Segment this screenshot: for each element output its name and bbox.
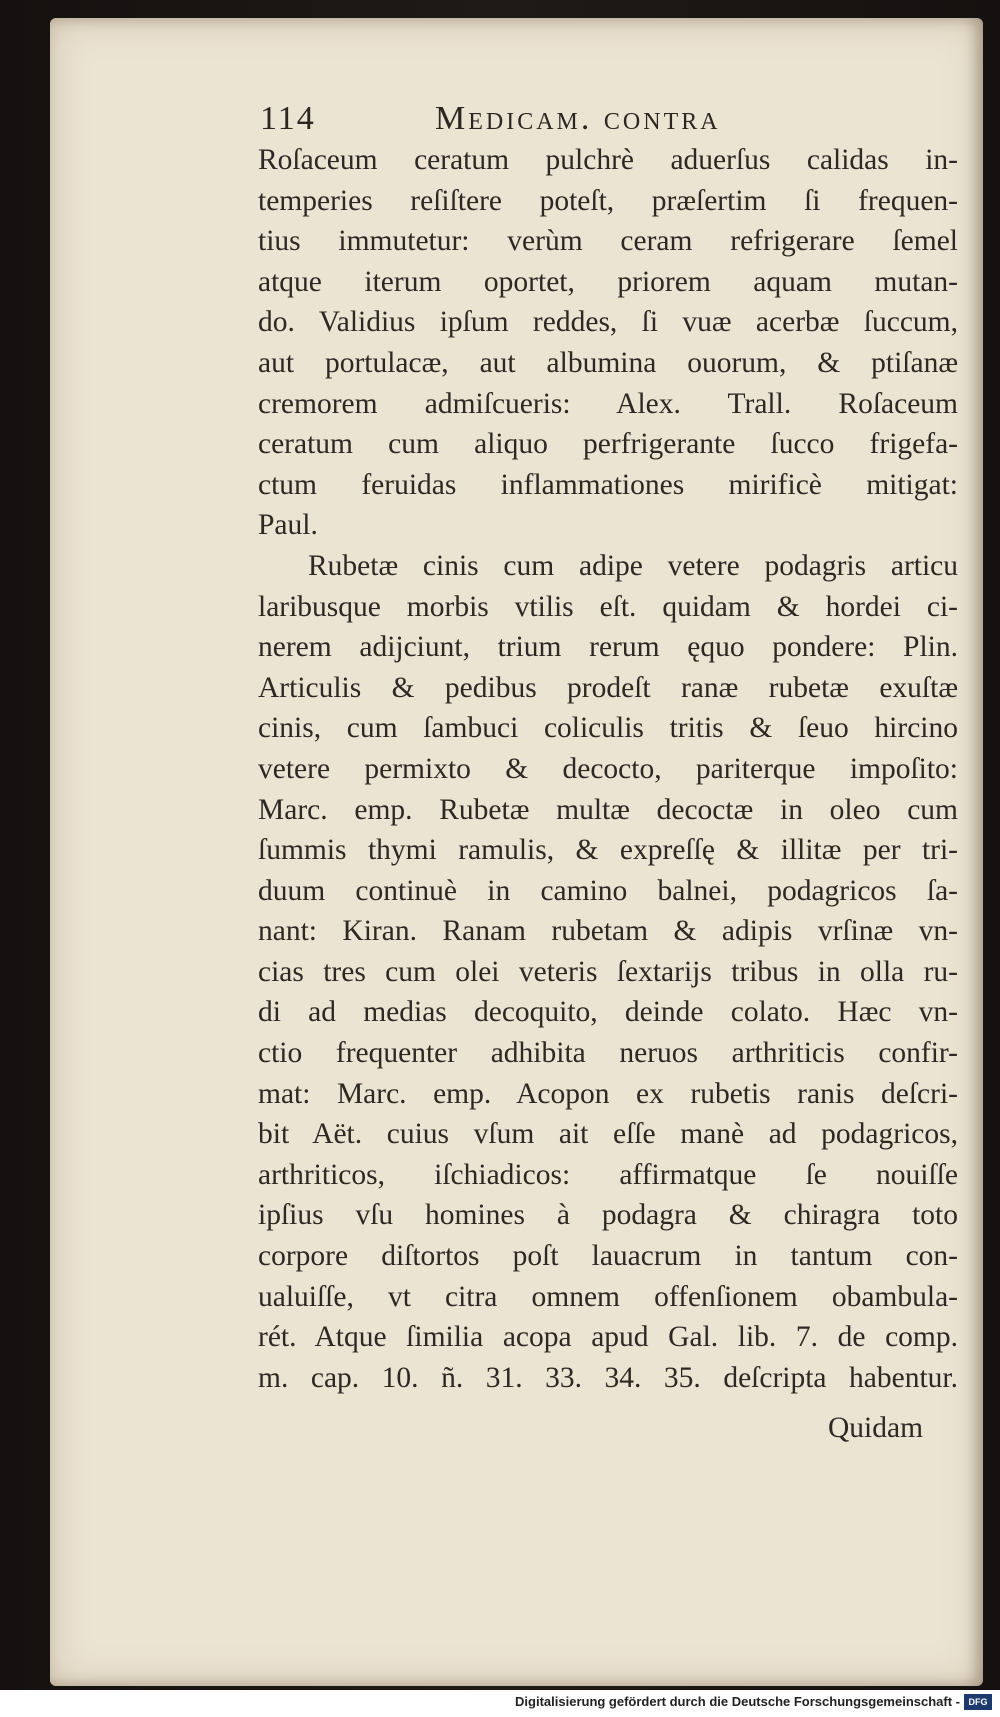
text-line: laribusque morbis vtilis eſt. quidam & hordei ci- [258, 590, 958, 623]
page-number: 114 [260, 100, 316, 137]
text-line: Articulis & pedibus prodeſt ranæ rubetæ exuſtæ [258, 671, 958, 704]
text-line: vetere permixto & decocto, pariterque impoſito: [258, 752, 958, 785]
text-line: nant: Kiran. Ranam rubetam & adipis vrſinæ vn- [258, 915, 958, 948]
dfg-logo-icon: DFG [964, 1694, 992, 1710]
text-line: ctum feruidas inflammationes mirificè mitigat: [258, 468, 958, 501]
text-line: Marc. emp. Rubetæ multæ decoctæ in oleo cum [258, 793, 958, 826]
text-line: cinis, cum ſambuci coliculis tritis & ſeuo hircino [258, 712, 958, 745]
text-line: mat: Marc. emp. Acopon ex rubetis ranis deſcri- [258, 1077, 958, 1110]
text-line: nerem adijciunt, trium rerum ęquo pondere: Plin. [258, 631, 958, 664]
text-line: tius immutetur: verùm ceram refrigerare ſemel [258, 225, 958, 258]
text-line: ualuiſſe, vt citra omnem offenſionem obambula- [258, 1280, 958, 1313]
text-line: ipſius vſu homines à podagra & chiragra toto [258, 1199, 958, 1232]
text-line: Rubetæ cinis cum adipe vetere podagris articu [308, 549, 958, 582]
text-line: di ad medias decoquito, deinde colato. Hæc vn- [258, 996, 958, 1029]
text-line: temperies reſiſtere poteſt, præſertim ſi frequen- [258, 184, 958, 217]
text-line: bit Aët. cuius vſum ait eſſe manè ad podagricos, [258, 1118, 958, 1151]
text-line: Roſaceum ceratum pulchrè aduerſus calidas in- [258, 144, 958, 176]
text-line: do. Validius ipſum reddes, ſi vuæ acerbæ ſuccum, [258, 306, 958, 339]
text-line: arthriticos, iſchiadicos: affirmatque ſe nouiſſe [258, 1158, 958, 1191]
text-line: m. cap. 10. ñ. 31. 33. 34. 35. deſcripta habentur. [258, 1361, 958, 1394]
text-line: cremorem admiſcueris: Alex. Trall. Roſaceum [258, 387, 958, 420]
paragraph [258, 140, 958, 546]
text-line: cias tres cum olei veteris ſextarijs tribus in olla ru- [258, 955, 958, 988]
text-line: ceratum cum aliquo perfrigerante ſucco frigefa- [258, 428, 958, 461]
text-line: ctio frequenter adhibita neruos arthriticis confir- [258, 1037, 958, 1070]
text-line: corpore diſtortos poſt lauacrum in tantum con- [258, 1240, 958, 1273]
text-line: Paul. [258, 509, 318, 542]
text-line: duum continuè in camino balnei, podagricos ſa- [258, 874, 958, 907]
running-head: Medicam. contra [435, 100, 721, 137]
digitization-footer [0, 1690, 1000, 1717]
funding-credit: Digitalisierung gefördert durch die Deutsche Forschungsgemeinschaft - [515, 1694, 960, 1709]
text-line: atque iterum oportet, priorem aquam mutan- [258, 265, 958, 298]
paragraph [258, 546, 958, 1398]
text-line: ſummis thymi ramulis, & expreſſę & illitæ per tri- [258, 834, 958, 867]
text-line: rét. Atque ſimilia acopa apud Gal. lib. 7. de comp. [258, 1321, 958, 1354]
catchword: Quidam [828, 1412, 924, 1444]
text-line: aut portulacæ, aut albumina ouorum, & ptiſanæ [258, 346, 958, 379]
body-text [258, 140, 958, 1398]
